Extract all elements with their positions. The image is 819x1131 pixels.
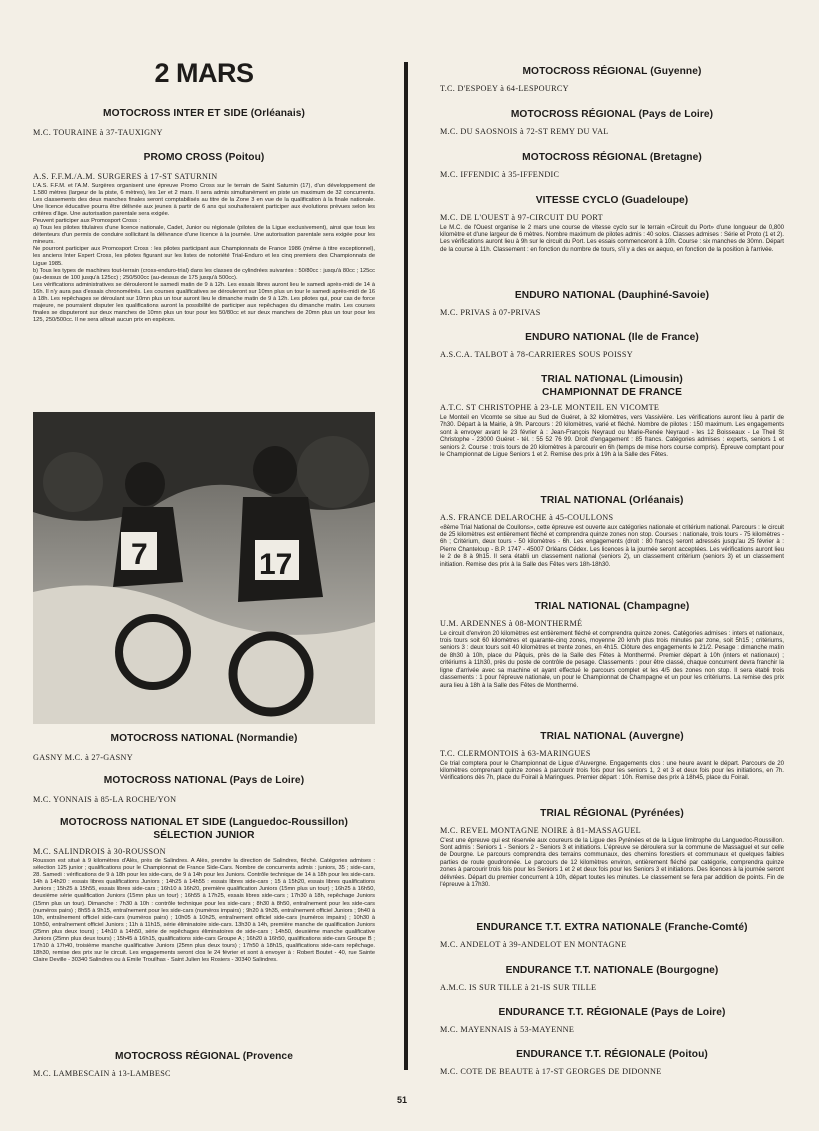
motocross-photo <box>33 412 375 724</box>
event-subtitle: CHAMPIONNAT DE FRANCE <box>541 386 682 398</box>
page-date: 2 MARS <box>154 58 254 88</box>
event-description: C'est une épreuve qui est réservée aux coureurs de la Ligue des Pyrénées et de la Ligue limitrophe du Languedoc-Roussillon. Sont admis : Seniors 1 - Seniors 2 - Seniors 3 et initiations. L'épreuve se déroulera sur la commune de Massaguel et sur celle de Dourgne. Le parcours comprendra des terrains communaux, des chemins forestiers et communaux et quelques faibles parties de route goudronnée. Le parcours de 12 kilomètres environ, entièrement fléché par catégorie, comprendra quinze zones à parcourir trois fois pour les Seniors 1 et 2 et deux fois pour les Seniors 3 et initiations. Des licences à la journée seront délivrées. Départ du premier concurrent à 10h, départ toutes les minutes. Le classement se fera par addition de points. Fin de l'épreuve à 17h30. <box>440 836 784 889</box>
event-block <box>440 290 784 318</box>
event-description: Le Monteil en Vicomte se situe au Sud de Guéret, à 32 kilomètres, vers Vassivière. Les vérifications auront lieu à partir de 7h30. Départ à la Mairie, à 9h. Parcours : 20 kilomètres, varié et fléché. Nombre de pilotes : 150 maximum. Les engagements sont à envoyer avant le 23 février à : Jean-François Neyraud ou Marie-Renée Neyraud - les 12 Boisseaux - Le Theil St Christophe - 23000 Guéret - tél. : 55 52 76 99. Droit d'engagement : 85 francs. Catégories admises : experts, seniors 1 et seniors 2. Course : trois tours de 20 kilomètres à parcourir en 6h (temps de mise hors course compris). Épreuve comptant pour le Championnat de Ligue Seniors 1 et 2. Remise des prix à 19h à la Salle des Fêtes. <box>440 414 784 459</box>
event-block <box>440 601 784 689</box>
event-block <box>440 374 784 459</box>
event-organizer: A.S. F.F.M./A.M. SURGERES à 17-ST SATURNIN <box>33 171 218 181</box>
event-description: Rousson est situé à 9 kilomètres d'Alès, près de Salindres. A Alès, prendre la direction de Salindres, fléché. Catégories admises : sélection 125 junior ; qualifications pour le Championnat de France Side-Cars. Nombre de concurrents admis : juniors, 35 ; side-cars, 28. Samedi : vérifications de 9 à 18h pour les side-cars, de 9 à 14h pour les Juniors. Contrôle technique de 14 à 18h pour les side-cars. 14h à 14h20 : essais libres qualifications Juniors ; 14h25 à 14h55 : essais libres side-cars ; 15 à 15h20, essais libres qualifications Juniors ; 15h25 à 15h55, essais libres side-cars ; 16h10 à 16h20, première qualification Juniors (15mn plus un tour) ; 16h25 à 16h50, deuxième série qualification Juniors (15mn plus un tour) ; 16h55 à 17h25, essais libres side-cars ; 17h30 à 18h, repêchage Juniors (15mn plus un tour). Dimanche : 7h30 à 10h : contrôle technique pour les side-cars ; 8h30 à 8h50, entraînement pour les side-cars (numéros pairs) ; 8h55 à 9h15, entraînement pour les side-cars (numéros impairs) ; 9h20 à 9h35, entraînement officiel Juniors ; 9h40 à 10h, entraînement officiel side-cars (numéros pairs) ; 10h05 à 10h25, entraînement officiel side-cars (numéros impairs) ; 10h30 à 10h50, entraînement officiel Juniors ; 11h à 11h15, série éliminatoire side-cars. 13h30 à 14h, première manche de qualification Juniors (25mn plus deux tours) ; 14h10 à 14h50, série de repêchages éliminatoires de side-cars ; 14h50, deuxième manche qualificative Juniors (25mn plus deux tours) ; 15h45 à 16h15, qualifications side-cars Groupe A ; 16h20 à 16h50, qualifications side-cars Groupe B ; 17h10 à 17h40, troisième manche qualificative Juniors (25mn plus deux tours) ; 17h50 à 18h15, qualifications side-cars repêchage. 18h30, remise des prix sur le circuit. Les engagements seront clos le 24 février et sont à envoyer à : Robert Boutet - 40, rue Sainte Claire Deville - 30340 Salindres ou à Emile Trouilhas - Saint Julien les Rosiers - 30340 Salindres. <box>33 858 375 964</box>
event-block <box>440 152 784 180</box>
event-organizer: M.C. ANDELOT à 39-ANDELOT EN MONTAGNE <box>440 939 627 949</box>
event-block <box>440 731 784 782</box>
event-organizer: T.C. D'ESPOEY à 64-LESPOURCY <box>440 83 569 93</box>
event-title: MOTOCROSS RÉGIONAL (Provence <box>115 1051 293 1062</box>
event-title: MOTOCROSS NATIONAL (Normandie) <box>110 733 298 744</box>
event-title: MOTOCROSS RÉGIONAL (Bretagne) <box>522 152 702 163</box>
event-title: TRIAL NATIONAL (Limousin) <box>541 374 683 385</box>
event-organizer: M.C. LAMBESCAIN à 13-LAMBESC <box>33 1068 171 1078</box>
event-title: TRIAL NATIONAL (Champagne) <box>534 601 690 612</box>
event-description: «8ème Trial National de Coullons», cette épreuve est ouverte aux catégories nationale et critérium national. Parcours : le circuit de 25 kilomètres est entièrement fléché et comprendra quinze zones non stop. Courses : nationale, trois tours - 75 kilomètres - 6h ; Critérium, deux tours - 50 kilomètres - 6h. Les engagements (droit : 80 francs) seront adressés jusqu'au 25 février à : Pierre Chanteloup - B.P. 1747 - 45007 Orléans Cédex. Les licences à la journée seront acceptées. Les vérifications auront lieu le 2 de 8 à 9h15. Il sera établi un classement national (seniors 2), un classement critérium (seniors 3) et un classement initiation. Remise des prix à la Salle des Fêtes vers 18h-18h30. <box>440 523 784 568</box>
event-title: MOTOCROSS RÉGIONAL (Guyenne) <box>522 66 702 77</box>
event-title: ENDURO NATIONAL (Ile de France) <box>525 332 699 343</box>
event-title: ENDURANCE T.T. RÉGIONALE (Pays de Loire) <box>498 1007 726 1018</box>
event-block <box>440 66 784 94</box>
event-title: PROMO CROSS (Poitou) <box>143 152 265 163</box>
event-organizer: M.C. MAYENNAIS à 53-MAYENNE <box>440 1024 575 1034</box>
event-block <box>33 775 375 805</box>
event-organizer: M.C. COTE DE BEAUTE à 17-ST GEORGES DE DIDONNE <box>440 1066 662 1076</box>
event-organizer: A.S. FRANCE DELAROCHE à 45-COULLONS <box>440 512 614 522</box>
event-title: TRIAL RÉGIONAL (Pyrénées) <box>540 808 684 819</box>
event-organizer: M.C. DE L'OUEST à 97-CIRCUIT DU PORT <box>440 212 603 222</box>
event-organizer: A.S.C.A. TALBOT à 78-CARRIERES SOUS POISSY <box>440 349 633 359</box>
event-block <box>33 733 375 763</box>
event-organizer: M.C. PRIVAS à 07-PRIVAS <box>440 307 541 317</box>
event-title: VITESSE CYCLO (Guadeloupe) <box>535 195 689 206</box>
event-description: Ce trial comptera pour le Championnat de Ligue d'Auvergne. Engagements clos : une heure avant le départ. Parcours de 20 kilomètres comprenant quinze zones à parcourir trois fois pour les seniors 1, 2 et 3 et deux fois pour les initiations, en 7h. Vérifications dès 7h, place du Foirail à Maringues. Premier départ : 10h. Remise des prix à 18h45, place du Foirail. <box>440 759 784 782</box>
event-block <box>440 808 784 889</box>
event-block <box>440 332 784 360</box>
event-title: MOTOCROSS INTER ET SIDE (Orléanais) <box>102 108 306 119</box>
svg-text:7: 7 <box>131 538 148 571</box>
event-title: TRIAL NATIONAL (Auvergne) <box>540 731 684 742</box>
event-block <box>440 922 784 950</box>
event-title: ENDURANCE T.T. RÉGIONALE (Poitou) <box>516 1049 708 1060</box>
event-block <box>440 1007 784 1035</box>
event-organizer: A.M.C. IS SUR TILLE à 21-IS SUR TILLE <box>440 982 597 992</box>
event-title: MOTOCROSS NATIONAL ET SIDE (Languedoc-Roussillon) <box>60 817 348 828</box>
event-description: L'A.S. F.F.M. et l'A.M. Surgères organisent une épreuve Promo Cross sur le terrain de Saint Saturnin (17), d'un développement de 1.580 mètres (largeur de la piste, 6 mètres), les 1er et 2 mars. Il sera admis simultanément en piste un maximum de 32 concurrents. Les classements des deux manches finales seront comptabilisés au titre de la Zone 3 en vue de la qualification à la finale nationale. Une licence éducative pourra être délivrée aux jeunes à partir de 6 ans qui souhaiteraient participer aux évolutions prévues selon les critères d'âge. Une autorisation parentale sera exigée. Peuvent participer aux Promosport Cross : a) Tous les pilotes titulaires d'une licence nationale, Cadet, Junior ou régionale (pilotes de la Ligue exclusivement), ainsi que tous les détenteurs d'un permis de conduire sollicitant la délivrance d'une licence à la journée. Une autorisation parentale sera exigée pour les mineurs. Ne pourront participer aux Promosport Cross : les pilotes participant aux Championnats de France 1986 (même à titre exceptionnel), les anciens Inter Expert Cross, les pilotes figurant sur les listes de notoriété Trial-Enduro et les cinq premiers des Championnats de Ligue 1985. b) Tous les types de machines tout-terrain (cross-enduro-trial) dans les classes de cylindrées suivantes : 50/80cc : jusqu'à 80cc ; 125cc (au-dessus de 100 jusqu'à 125cc) ; 250/500cc (au-dessus de 175 jusqu'à 500cc). Les vérifications administratives se dérouleront le samedi matin de 9 à 12h. Les essais libres auront lieu le samedi après-midi de 14 à 16h. Il n'y aura pas d'essais chronométrés. Les courses qualificatives se dérouleront sur 10mn plus un tour le samedi après-midi de 16 à 18h. Les repêchages se déroulant sur 10mn plus un tour auront lieu le dimanche matin de 9 à 12h. Les pilotes qui, pour cas de force majeure, ne pourraient disputer les qualifications auront la possibilité de participer aux repêchages du dimanche matin. Les courses finales se disputeront sur deux manches de 10mn plus un tour pour les 50/80cc et sur deux manches de 20mn plus un tour pour les 125, 250/500cc. Il ne sera alloué aucun prix en espèces. <box>33 182 375 324</box>
event-organizer: GASNY M.C. à 27-GASNY <box>33 752 133 762</box>
event-organizer: M.C. IFFENDIC à 35-IFFENDIC <box>440 169 560 179</box>
event-block <box>33 1051 375 1079</box>
event-organizer: M.C. YONNAIS à 85-LA ROCHE/YON <box>33 794 177 804</box>
event-organizer: M.C. SALINDROIS à 30-ROUSSON <box>33 847 166 856</box>
event-block <box>440 109 784 137</box>
event-subtitle: SÉLECTION JUNIOR <box>153 829 255 841</box>
event-organizer: M.C. TOURAINE à 37-TAUXIGNY <box>33 127 163 137</box>
event-block <box>440 1049 784 1077</box>
page-number: 51 <box>397 1095 408 1105</box>
event-block <box>440 195 784 253</box>
event-title: MOTOCROSS NATIONAL (Pays de Loire) <box>103 775 305 786</box>
event-organizer: M.C. DU SAOSNOIS à 72-ST REMY DU VAL <box>440 126 609 136</box>
svg-text:17: 17 <box>259 548 293 581</box>
event-organizer: T.C. CLERMONTOIS à 63-MARINGUES <box>440 748 591 758</box>
event-title: MOTOCROSS RÉGIONAL (Pays de Loire) <box>510 109 714 120</box>
event-title: TRIAL NATIONAL (Orléanais) <box>540 495 684 506</box>
column-divider <box>404 62 408 1070</box>
event-organizer: M.C. REVEL MONTAGNE NOIRE à 81-MASSAGUEL <box>440 825 641 835</box>
event-block <box>33 108 375 138</box>
event-block <box>33 817 375 964</box>
event-title: ENDURANCE T.T. EXTRA NATIONALE (Franche-Comté) <box>476 922 748 933</box>
event-description: Le M.C. de l'Ouest organise le 2 mars une course de vitesse cyclo sur le terrain «Circuit du Port» d'une longueur de 0,800 kilomètre et d'une largeur de 6 mètres. Nombre maximum de pilotes admis : 40 solos. Classes admises : Série et Proto (1 et 2). Les vérifications auront lieu à 9h sur le circuit du Port. Les essais commenceront à 10h. Course : six manches de 30mn. Départ de la course à 11h. Classement : en fonction du nombre de tours, s'il y a des ex aequo, en fonction de la position à l'arrivée. <box>440 223 784 253</box>
event-organizer: U.M. ARDENNES à 08-MONTHERMÉ <box>440 618 583 628</box>
event-title: ENDURANCE T.T. NATIONALE (Bourgogne) <box>505 965 719 976</box>
event-block <box>440 965 784 993</box>
event-block <box>440 495 784 568</box>
event-organizer: A.T.C. ST CHRISTOPHE à 23-LE MONTEIL EN VICOMTE <box>440 403 660 412</box>
event-title: ENDURO NATIONAL (Dauphiné-Savoie) <box>514 290 710 301</box>
event-description: Le circuit d'environ 20 kilomètres est entièrement fléché et comprendra quinze zones. Catégories admises : inters et nationaux, trois tours soit 60 kilomètres et quarante-cinq zones, moyenne 20 km/h plus trois minutes par zone, soit 5h15 ; critériums, seniors 3 : deux tours soit 40 kilomètres et trente zones, en 4h15. Clôture des engagements le 21/2. Pesage : dimanche matin de 8h30 à 10h, place du Pâquis, près de la Salle des Fêtes à Monthermé. Premier départ à 10h (inters et nationaux) ; critériums à 11h30, près du poste de contrôle de pesage. Classements : pour être classé, chaque concurrent devra franchir la ligne d'arrivée avec sa machine et ayant effectué le parcours complet et les 4/5 des zones non stop. Il sera établi trois classements : 1 pour l'épreuve nationale, un pour le Championnat de Champagne et un pour les critériums. La remise des prix aura lieu à 18h à la Salle des Fêtes de Monthermé. <box>440 629 784 689</box>
event-block <box>33 152 375 324</box>
